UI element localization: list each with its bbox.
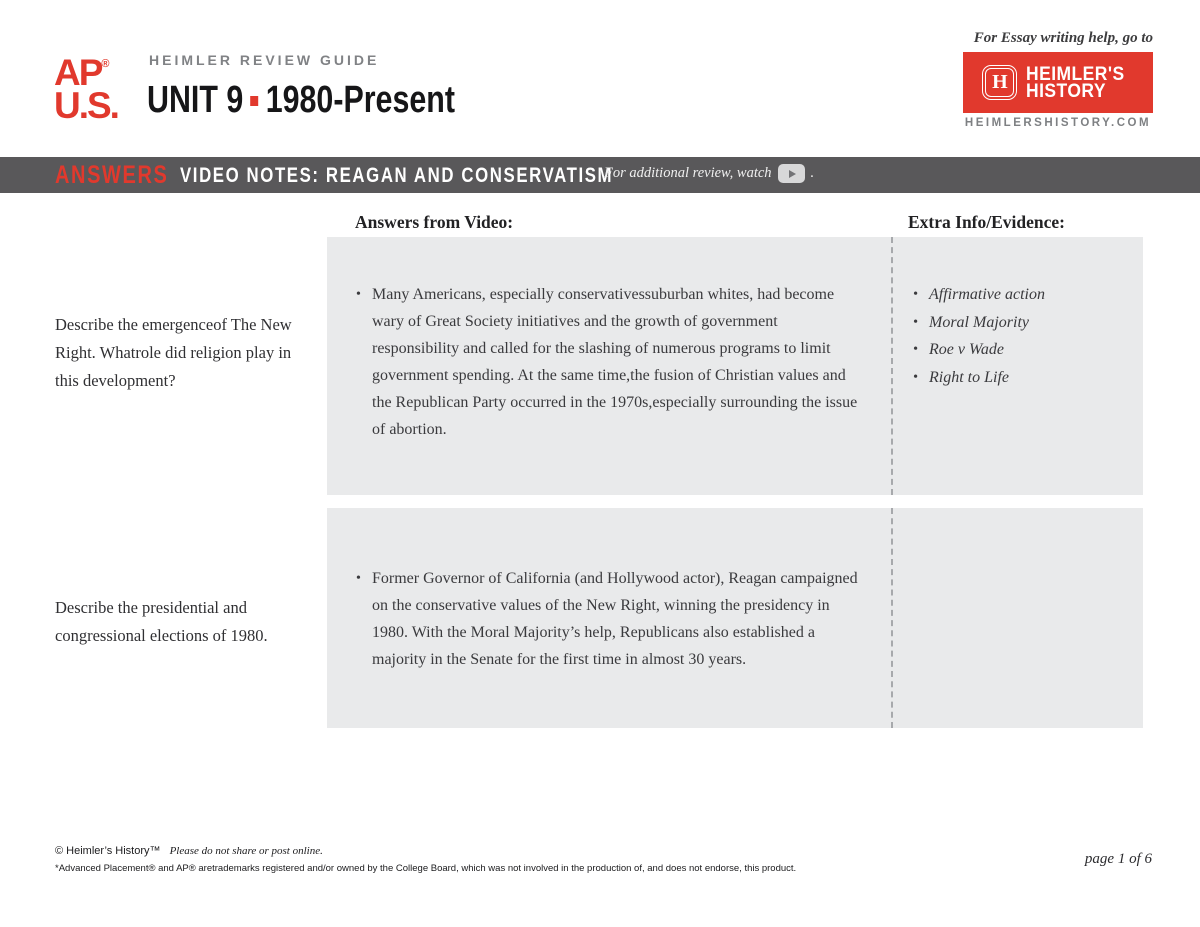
extra-bullet: • Right to Life bbox=[912, 364, 1127, 392]
extra-bullet: • Moral Majority bbox=[912, 309, 1127, 337]
ap-us-logo bbox=[54, 48, 118, 126]
red-square-separator-icon bbox=[250, 96, 258, 106]
extra-column-header: Extra Info/Evidence: bbox=[908, 212, 1066, 232]
watch-note-text: For additional review, watch bbox=[604, 165, 772, 181]
unit-title bbox=[147, 79, 455, 122]
extra-bullet: • Affirmative action bbox=[912, 281, 1127, 309]
footer-trademark-line: *Advanced Placement® and AP® aretrademarks registered and/or owned by the College Board, which was not involved in the production of, and does not endorse, this product. bbox=[55, 863, 797, 874]
h-badge-icon: H bbox=[982, 65, 1017, 100]
footer-copyright-line bbox=[55, 845, 323, 857]
play-icon bbox=[789, 170, 796, 178]
question-2: Describe the presidential and congressional elections of 1980. bbox=[55, 598, 268, 645]
answers-list-1 bbox=[355, 281, 865, 443]
column-divider bbox=[891, 237, 893, 495]
watch-note-period: . bbox=[810, 165, 815, 181]
page-number: page 1 of 6 bbox=[1084, 851, 1152, 867]
answer-box-2 bbox=[327, 508, 1143, 728]
watch-note bbox=[604, 164, 814, 183]
brand-url: HEIMLERSHISTORY.COM bbox=[964, 117, 1152, 129]
answer-bullet: • Former Governor of California (and Hollywood actor), Reagan campaigned on the conservative values of the New Right, winning the presidency in 1980. With the Moral Majority’s help, Republicans also established a majority in the Senate for the first time in almost 30 years. bbox=[355, 565, 865, 673]
extra-bullet: • Roe v Wade bbox=[912, 336, 1127, 364]
extras-list-1 bbox=[912, 281, 1127, 391]
brand-wordmark: HEIMLER'S HISTORY bbox=[1026, 63, 1126, 102]
unit-range: 1980-Present bbox=[265, 79, 455, 121]
question-1: Describe the emergenceof The New Right. Whatrole did religion play in this development? bbox=[55, 315, 292, 390]
answers-label: ANSWERS bbox=[55, 161, 169, 189]
essay-help-note: For Essay writing help, go to bbox=[973, 30, 1153, 46]
copyright-text: © Heimler’s History™ bbox=[55, 845, 161, 857]
answers-column-header: Answers from Video: bbox=[355, 212, 514, 232]
answer-bullet: • Many Americans, especially conservativessuburban whites, had become wary of Great Society initiatives and the growth of government responsibility and called for the slashing of numerous programs to limit government spending. At the same time,the fusion of Christian values and the Republican Party occurred in the 1970s,especially surrounding the issue of abortion. bbox=[355, 281, 865, 443]
banner-title: VIDEO NOTES: REAGAN AND CONSERVATISM bbox=[180, 164, 614, 187]
share-note: Please do not share or post online. bbox=[169, 845, 323, 857]
play-button[interactable] bbox=[778, 164, 805, 183]
answers-list-2 bbox=[355, 565, 865, 673]
column-divider bbox=[891, 508, 893, 728]
review-guide-label: HEIMLER REVIEW GUIDE bbox=[149, 52, 380, 68]
answer-box-1 bbox=[327, 237, 1143, 495]
section-banner bbox=[0, 157, 1200, 193]
ap-logo-line2: U.S. bbox=[54, 85, 118, 126]
heimlers-history-logo[interactable] bbox=[963, 52, 1153, 113]
ap-logo-line1: AP® bbox=[54, 52, 110, 93]
unit-number: UNIT 9 bbox=[147, 79, 244, 121]
